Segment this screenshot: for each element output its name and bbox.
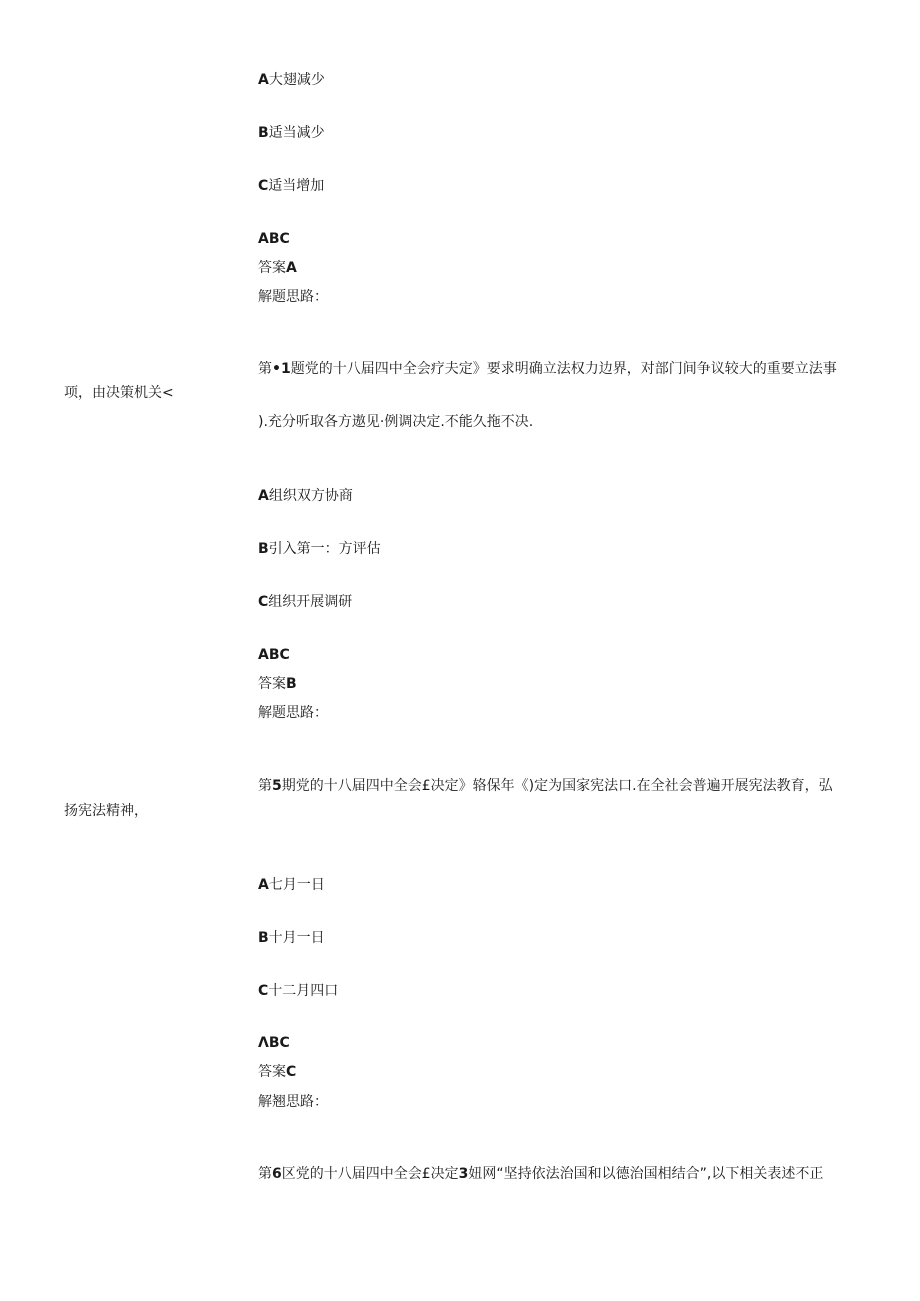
- option-letter: B: [258, 930, 269, 946]
- answer-value: C: [286, 1064, 297, 1080]
- option-letter: C: [258, 594, 269, 610]
- question-text: 题党的十八届四中全会疗夫定》要求明确立法权力边界，对部门间争议较大的重要立法事: [290, 361, 837, 377]
- q5-stem-wrap: 扬宪法精神，: [64, 803, 148, 819]
- answer-label: 答案: [258, 1064, 286, 1080]
- q-prev-analysis: 解题思路：: [258, 289, 328, 305]
- option-text: 适当增加: [268, 178, 325, 194]
- option-text: 适当减少: [268, 125, 325, 141]
- question-prefix: 第: [258, 1166, 272, 1182]
- q-prev-option-a: [258, 70, 325, 90]
- q4-stem-line1: [258, 359, 837, 379]
- answer-value: B: [286, 676, 297, 692]
- q4-stem-wrap: 项，由决策机关<: [64, 385, 174, 401]
- answer-label: 答案: [258, 676, 286, 692]
- option-text: 七月一日: [268, 877, 325, 893]
- q4-answer: [258, 674, 297, 694]
- question-prefix: 第: [258, 361, 272, 377]
- q5-analysis: 解翘思路：: [258, 1094, 328, 1110]
- q5-option-a: [258, 875, 325, 895]
- question-number: 5: [272, 778, 282, 794]
- question-number: 6: [272, 1166, 282, 1182]
- question-prefix: 第: [258, 778, 272, 794]
- option-text: 十二月四口: [268, 983, 339, 999]
- q4-analysis: 解题思路：: [258, 705, 328, 721]
- option-text: 大翅减少: [268, 72, 325, 88]
- question-text-cont: 妞网“坚持依法治国和以德治国相结合”,以下相关表述不正: [468, 1166, 824, 1182]
- q5-option-b: [258, 928, 325, 948]
- question-inline-number: 3: [458, 1166, 469, 1182]
- q-prev-option-b: [258, 123, 325, 143]
- option-text: 引入第一：方评估: [268, 541, 381, 557]
- question-text: 期党的十八届四中全会£决定》辂保年《)定为国家宪法口.在全社会普遍开展宪法教育，弘: [281, 778, 833, 794]
- q4-choices: ABC: [258, 647, 290, 663]
- option-letter: A: [258, 877, 269, 893]
- q4-stem-line2: ).充分听取各方遨见·例调决定.不能久拖不决.: [258, 414, 534, 430]
- question-number: •1: [272, 361, 291, 377]
- q5-stem-line1: [258, 776, 833, 796]
- answer-value: A: [286, 260, 297, 276]
- q4-option-c: [258, 592, 352, 612]
- option-letter: A: [258, 488, 269, 504]
- question-text: 区党的十八届四中全会£决定: [281, 1166, 459, 1182]
- q-prev-choices: ABC: [258, 231, 290, 247]
- q5-choices: ΛBC: [258, 1035, 290, 1051]
- option-text: 组织双方协商: [268, 488, 353, 504]
- q4-option-a: [258, 486, 353, 506]
- option-letter: C: [258, 178, 269, 194]
- option-text: 十月一日: [268, 930, 325, 946]
- option-letter: C: [258, 983, 269, 999]
- option-letter: B: [258, 125, 269, 141]
- q4-option-b: [258, 539, 381, 559]
- q5-option-c: [258, 981, 338, 1001]
- option-text: 组织开展调研: [268, 594, 353, 610]
- q-prev-answer: [258, 258, 297, 278]
- q-prev-option-c: [258, 176, 324, 196]
- option-letter: B: [258, 541, 269, 557]
- q6-stem-line1: [258, 1164, 823, 1184]
- option-letter: A: [258, 72, 269, 88]
- q5-answer: [258, 1062, 296, 1082]
- answer-label: 答案: [258, 260, 286, 276]
